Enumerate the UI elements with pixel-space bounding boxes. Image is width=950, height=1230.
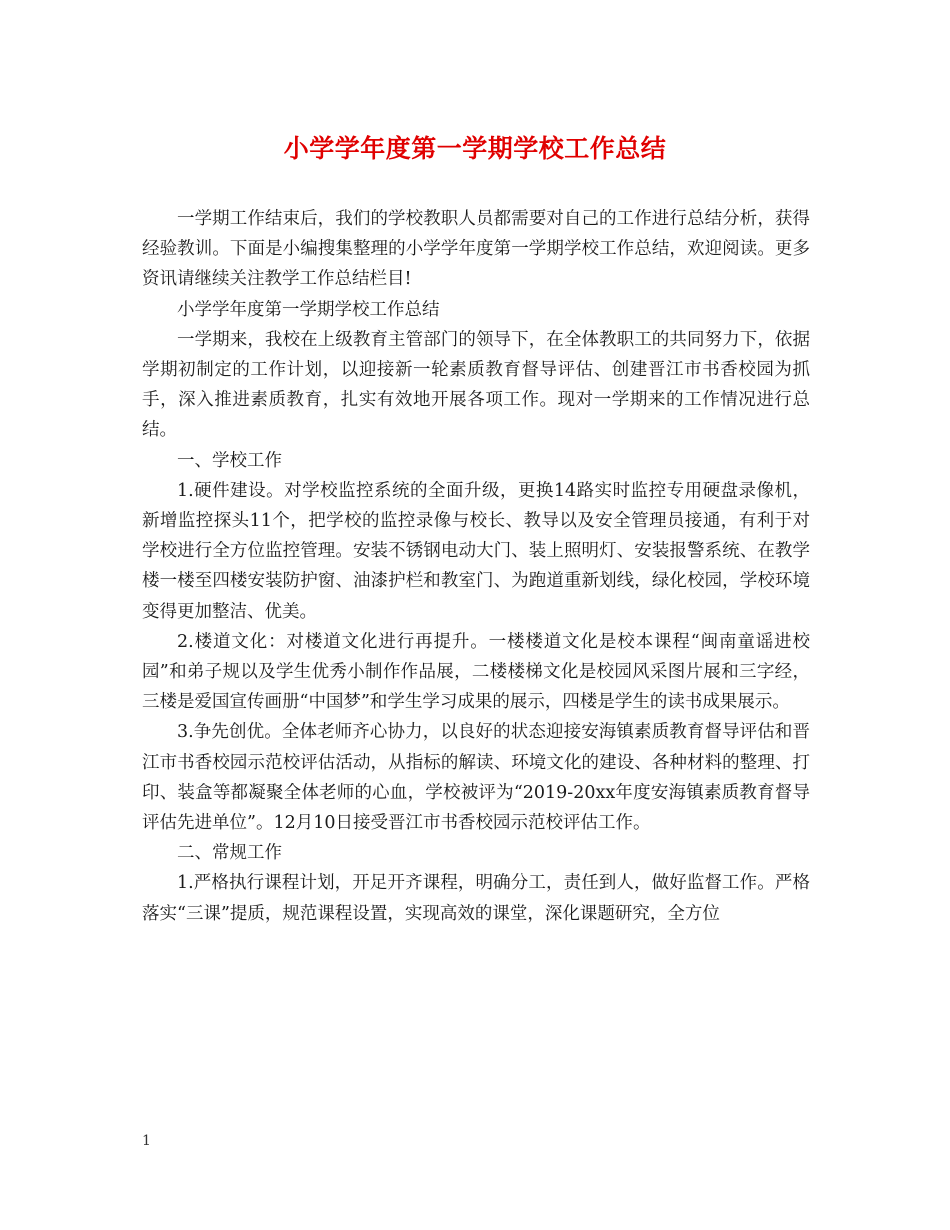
paragraph-subtitle: 小学学年度第一学期学校工作总结 bbox=[177, 299, 440, 320]
section-heading-routine-work: 二、常规工作 bbox=[177, 843, 282, 864]
document-body bbox=[142, 204, 810, 929]
page-number: 1 bbox=[142, 1133, 151, 1149]
paragraph-excellence: 3.争先创优。全体老师齐心协力，以良好的状态迎接安海镇素质教育督导评估和晋江市书香校园示范校评估活动，从指标的解读、环境文化的建设、各种材料的整理、打印、装盒等都凝聚全体老师的心血，学校被评为“2019-20xx年度安海镇素质教育督导评估先进单位”。12月10日接受晋江市书香校园示范校评估工作。 bbox=[142, 722, 810, 834]
document-title: 小学学年度第一学期学校工作总结 bbox=[283, 134, 667, 163]
paragraph-curriculum: 1.严格执行课程计划，开足开齐课程，明确分工，责任到人，做好监督工作。严格落实“三课”提质，规范课程设置，实现高效的课堂，深化课题研究，全方位 bbox=[142, 873, 810, 924]
section-heading-school-work: 一、学校工作 bbox=[177, 450, 282, 471]
paragraph-overview: 一学期来，我校在上级教育主管部门的领导下，在全体教职工的共同努力下，依据学期初制定的工作计划，以迎接新一轮素质教育督导评估、创建晋江市书香校园为抓手，深入推进素质教育，扎实有效地开展各项工作。现对一学期来的工作情况进行总结。 bbox=[142, 329, 810, 441]
paragraph-intro: 一学期工作结束后，我们的学校教职人员都需要对自己的工作进行总结分析，获得经验教训。下面是小编搜集整理的小学学年度第一学期学校工作总结，欢迎阅读。更多资讯请继续关注教学工作总结栏目! bbox=[142, 209, 810, 290]
paragraph-corridor-culture: 2.楼道文化：对楼道文化进行再提升。一楼楼道文化是校本课程“闽南童谣进校园”和弟子规以及学生优秀小制作作品展，二楼楼梯文化是校园风采图片展和三字经，三楼是爱国宣传画册“中国梦”和学生学习成果的展示，四楼是学生的读书成果展示。 bbox=[142, 631, 810, 713]
paragraph-hardware: 1.硬件建设。对学校监控系统的全面升级，更换14路实时监控专用硬盘录像机，新增监控探头11个，把学校的监控录像与校长、教导以及安全管理员接通，有利于对学校进行全方位监控管理。安装不锈钢电动大门、装上照明灯、安装报警系统、在教学楼一楼至四楼安装防护窗、油漆护栏和教室门、为跑道重新划线，绿化校园，学校环境变得更加整洁、优美。 bbox=[142, 480, 810, 622]
